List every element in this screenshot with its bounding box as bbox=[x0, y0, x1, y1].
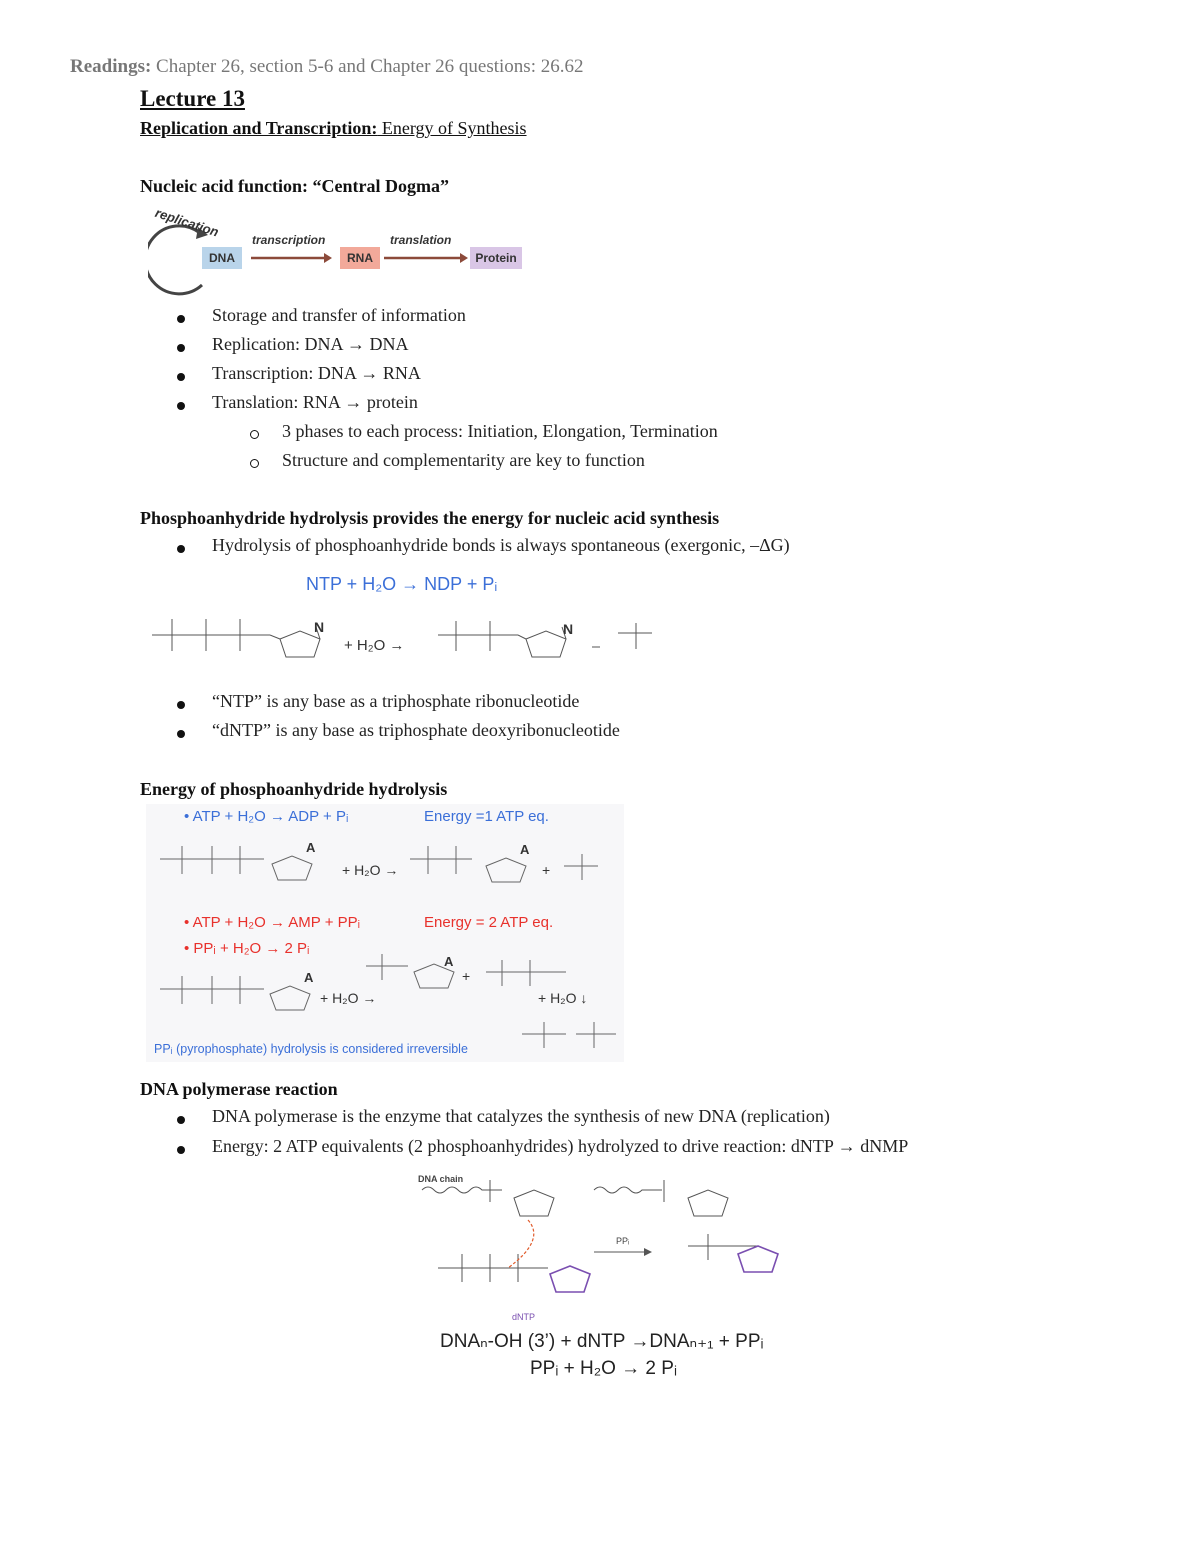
ntp-structure-icon bbox=[140, 605, 680, 685]
readings-line bbox=[70, 56, 583, 78]
polymerase-equation-1: DNAₙ-OH (3’) + dNTP →DNAₙ₊₁ + PPᵢ bbox=[440, 1331, 764, 1352]
dna-chain-label: DNA chain bbox=[418, 1174, 464, 1184]
central-dogma-heading: Nucleic acid function: “Central Dogma” bbox=[140, 176, 449, 196]
bullet-dot bbox=[177, 730, 185, 738]
cd-bullet-1: Storage and transfer of information bbox=[212, 305, 466, 325]
hydrolysis-bullet: Hydrolysis of phosphoanhydride bonds is always spontaneous (exergonic, –ΔG) bbox=[212, 535, 790, 555]
readings-text: Chapter 26, section 5-6 and Chapter 26 questions: 26.62 bbox=[151, 56, 584, 77]
rna-box: RNA bbox=[340, 247, 380, 269]
bullet-dot bbox=[177, 1146, 185, 1154]
adp-plus: + bbox=[542, 862, 551, 878]
polymerase-equation-2: PPᵢ + H₂O → 2 Pᵢ bbox=[530, 1358, 677, 1379]
protein-box: Protein bbox=[470, 247, 522, 269]
ntp-base-label: N bbox=[314, 619, 325, 635]
ndp-base-label: N bbox=[563, 621, 574, 637]
pyrophosphate-note: PPᵢ (pyrophosphate) hydrolysis is considered irreversible bbox=[154, 1042, 468, 1056]
subtitle-rest: Energy of Synthesis bbox=[377, 118, 527, 138]
cd-bullet-2: Replication: DNA → DNA bbox=[212, 334, 409, 354]
atp-structures-icon bbox=[146, 804, 624, 1062]
amp-plus: + bbox=[462, 968, 471, 984]
bullet-dot bbox=[177, 545, 185, 553]
amp-base-label: A bbox=[444, 954, 454, 969]
atp-plus-water: + H₂O → bbox=[342, 862, 399, 878]
bullet-dot bbox=[177, 1116, 185, 1124]
sub-bullet-ring bbox=[250, 459, 259, 468]
bullet-dot bbox=[177, 402, 185, 410]
central-dogma-diagram bbox=[148, 205, 538, 297]
polymerase-diagram bbox=[418, 1170, 798, 1326]
bullet-dot bbox=[177, 373, 185, 381]
energy-heading: Energy of phosphoanhydride hydrolysis bbox=[140, 779, 448, 799]
bullet-dot bbox=[177, 315, 185, 323]
cd-sub-bullet-1: 3 phases to each process: Initiation, Elongation, Termination bbox=[282, 421, 718, 441]
phosphoanhydride-heading: Phosphoanhydride hydrolysis provides the energy for nucleic acid synthesis bbox=[140, 508, 720, 528]
atp-amp-energy: Energy = 2 ATP eq. bbox=[424, 914, 554, 931]
bullet-dot bbox=[177, 701, 185, 709]
dntp-label: dNTP bbox=[512, 1312, 536, 1322]
polymerase-bullet-1: DNA polymerase is the enzyme that catalyzes the synthesis of new DNA (replication) bbox=[212, 1106, 830, 1126]
polymerase-bullet-2: Energy: 2 ATP equivalents (2 phosphoanhydrides) hydrolyzed to drive reaction: dNTP → dNMP bbox=[212, 1136, 909, 1156]
energy-figure bbox=[146, 804, 624, 1062]
transcription-label: transcription bbox=[252, 233, 326, 247]
dna-box: DNA bbox=[202, 247, 242, 269]
translation-label: translation bbox=[390, 233, 452, 247]
cd-bullet-4: Translation: RNA → protein bbox=[212, 392, 418, 412]
ntp-hydrolysis-structures bbox=[140, 605, 680, 685]
polymerase-heading: DNA polymerase reaction bbox=[140, 1079, 338, 1099]
readings-label: Readings: bbox=[70, 56, 152, 77]
polymerase-structures-icon bbox=[418, 1170, 798, 1326]
ntp-plus-water: + H₂O → bbox=[344, 637, 405, 654]
atp-adp-equation: • ATP + H₂O → ADP + Pᵢ bbox=[184, 808, 349, 825]
cd-sub-bullet-2: Structure and complementarity are key to function bbox=[282, 450, 645, 470]
ntp-equation: NTP + H₂O → NDP + Pᵢ bbox=[306, 574, 498, 594]
sub-bullet-ring bbox=[250, 430, 259, 439]
subtitle-bold: Replication and Transcription: bbox=[140, 118, 378, 138]
atp2-plus-water: + H₂O → bbox=[320, 990, 377, 1006]
atp2-base-label: A bbox=[304, 970, 314, 985]
atp-base-label: A bbox=[306, 840, 316, 855]
atp-adp-energy: Energy =1 ATP eq. bbox=[424, 808, 549, 825]
ppi-plus-water: + H₂O ↓ bbox=[538, 990, 588, 1006]
ppi-label: PPᵢ bbox=[616, 1236, 630, 1246]
ppi-equation: • PPᵢ + H₂O → 2 Pᵢ bbox=[184, 940, 310, 957]
replication-label: replication bbox=[153, 205, 221, 240]
dntp-def-bullet: “dNTP” is any base as triphosphate deoxyribonucleotide bbox=[212, 720, 620, 740]
subtitle bbox=[140, 118, 527, 139]
cd-bullet-3: Transcription: DNA → RNA bbox=[212, 363, 421, 383]
ntp-def-bullet: “NTP” is any base as a triphosphate ribonucleotide bbox=[212, 691, 580, 711]
bullet-dot bbox=[177, 344, 185, 352]
lecture-title: Lecture 13 bbox=[140, 86, 245, 111]
atp-amp-equation: • ATP + H₂O → AMP + PPᵢ bbox=[184, 914, 361, 931]
adp-base-label: A bbox=[520, 842, 530, 857]
